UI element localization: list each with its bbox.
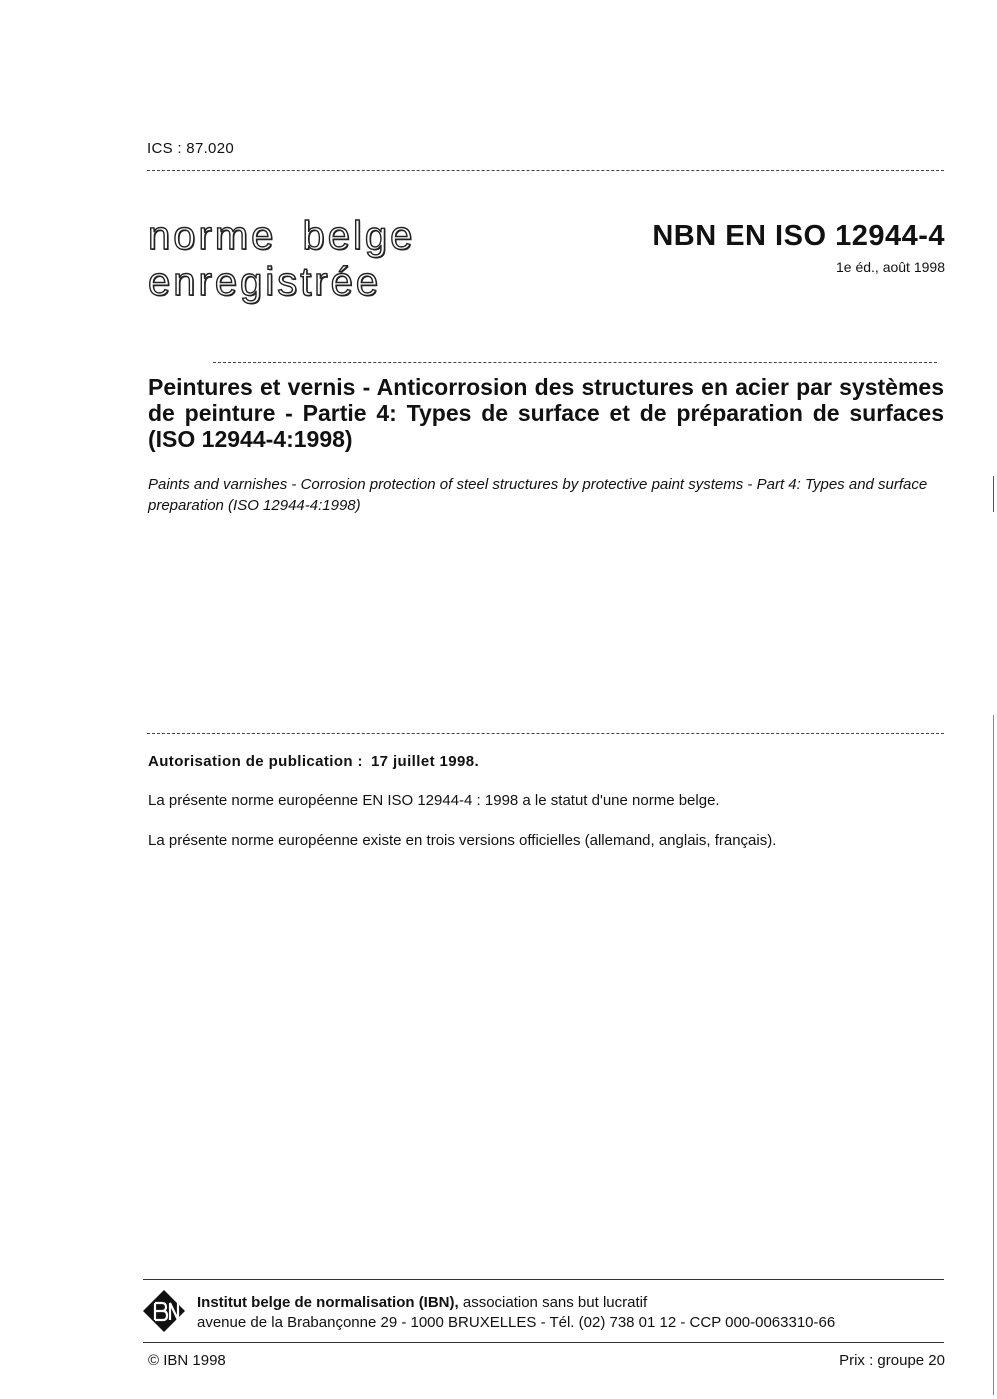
publication-label: Autorisation de publication :: [148, 753, 363, 770]
institute-description: association sans but lucratif: [462, 1294, 648, 1311]
institute-address: avenue de la Brabançonne 29 - 1000 BRUXELLES - Tél. (02) 738 01 12 - CCP 000-0063310-66: [197, 1314, 836, 1331]
price-group: Prix : groupe 20: [839, 1352, 945, 1369]
divider-footer-bottom: [143, 1342, 944, 1343]
divider-footer-top: [143, 1279, 944, 1280]
scan-edge-line: [993, 715, 994, 1395]
copyright: © IBN 1998: [148, 1352, 226, 1369]
title-french: Peintures et vernis - Anticorrosion des structures en acier par systèmes de peinture - Partie 4: Types de surface et de préparation de surfaces (ISO 12944-4:1998): [148, 374, 944, 452]
institute-name-line: [197, 1294, 647, 1311]
divider-title-top: [213, 362, 937, 363]
scan-edge-line: [993, 476, 994, 512]
status-statement: La présente norme européenne EN ISO 12944-4 : 1998 a le statut d'une norme belge.: [148, 792, 720, 809]
registered-standard-heading-line2: enregistrée: [148, 260, 382, 304]
ics-code: ICS : 87.020: [147, 140, 234, 157]
versions-statement: La présente norme européenne existe en trois versions officielles (allemand, anglais, français).: [148, 832, 777, 849]
publication-date: 17 juillet 1998.: [370, 753, 480, 770]
registered-standard-heading-line1: norme belge: [148, 214, 416, 258]
standard-reference: NBN EN ISO 12944-4: [652, 220, 945, 252]
institute-name: Institut belge de normalisation (IBN),: [197, 1294, 459, 1311]
publication-authorization: [148, 753, 479, 770]
edition-date: 1e éd., août 1998: [836, 259, 945, 275]
divider-publication: [147, 733, 944, 734]
title-english: Paints and varnishes - Corrosion protection of steel structures by protective paint systems - Part 4: Types and surface preparation (ISO 12944-4:1998): [148, 476, 928, 514]
divider-top: [147, 170, 944, 171]
ibn-logo: [142, 1289, 186, 1333]
